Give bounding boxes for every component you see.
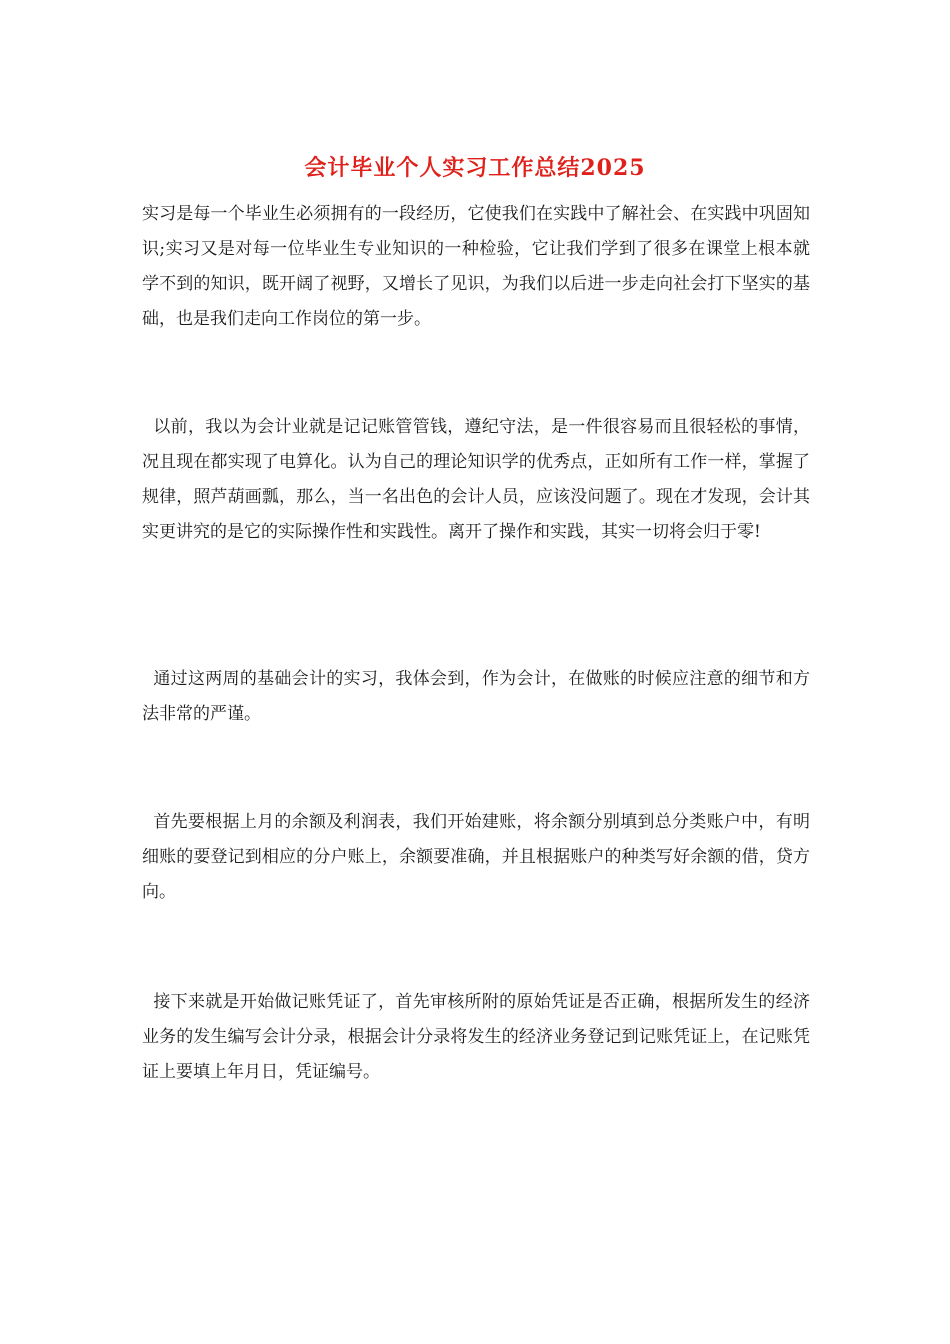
paragraph-5: 接下来就是开始做记账凭证了，首先审核所附的原始凭证是否正确，根据所发生的经济业务的发生编写会计分录，根据会计分录将发生的经济业务登记到记账凭证上，在记账凭证上要填上年月日，凭证编号。 bbox=[142, 992, 811, 1082]
paragraph-4: 首先要根据上月的余额及利润表，我们开始建账，将余额分别填到总分类账户中，有明细账的要登记到相应的分户账上，余额要准确，并且根据账户的种类写好余额的借，贷方向。 bbox=[142, 812, 811, 902]
paragraph-1: 实习是每一个毕业生必须拥有的一段经历，它使我们在实践中了解社会、在实践中巩固知识;实习又是对每一位毕业生专业知识的一种检验，它让我们学到了很多在课堂上根本就学不到的知识，既开阔了视野，又增长了见识，为我们以后进一步走向社会打下坚实的基础，也是我们走向工作岗位的第一步。 bbox=[142, 204, 810, 329]
paragraph-3: 通过这两周的基础会计的实习，我体会到，作为会计，在做账的时候应注意的细节和方法非常的严谨。 bbox=[142, 669, 811, 724]
paragraph-2: 以前，我以为会计业就是记记账管管钱，遵纪守法，是一件很容易而且很轻松的事情，况且现在都实现了电算化。认为自己的理论知识学的优秀点，正如所有工作一样，掌握了规律，照芦葫画瓢，那么，当一名出色的会计人员，应该没问题了。现在才发现，会计其实更讲究的是它的实际操作性和实践性。离开了操作和实践，其实一切将会归于零! bbox=[142, 417, 811, 542]
document-title: 会计毕业个人实习工作总结2025 bbox=[304, 155, 646, 181]
